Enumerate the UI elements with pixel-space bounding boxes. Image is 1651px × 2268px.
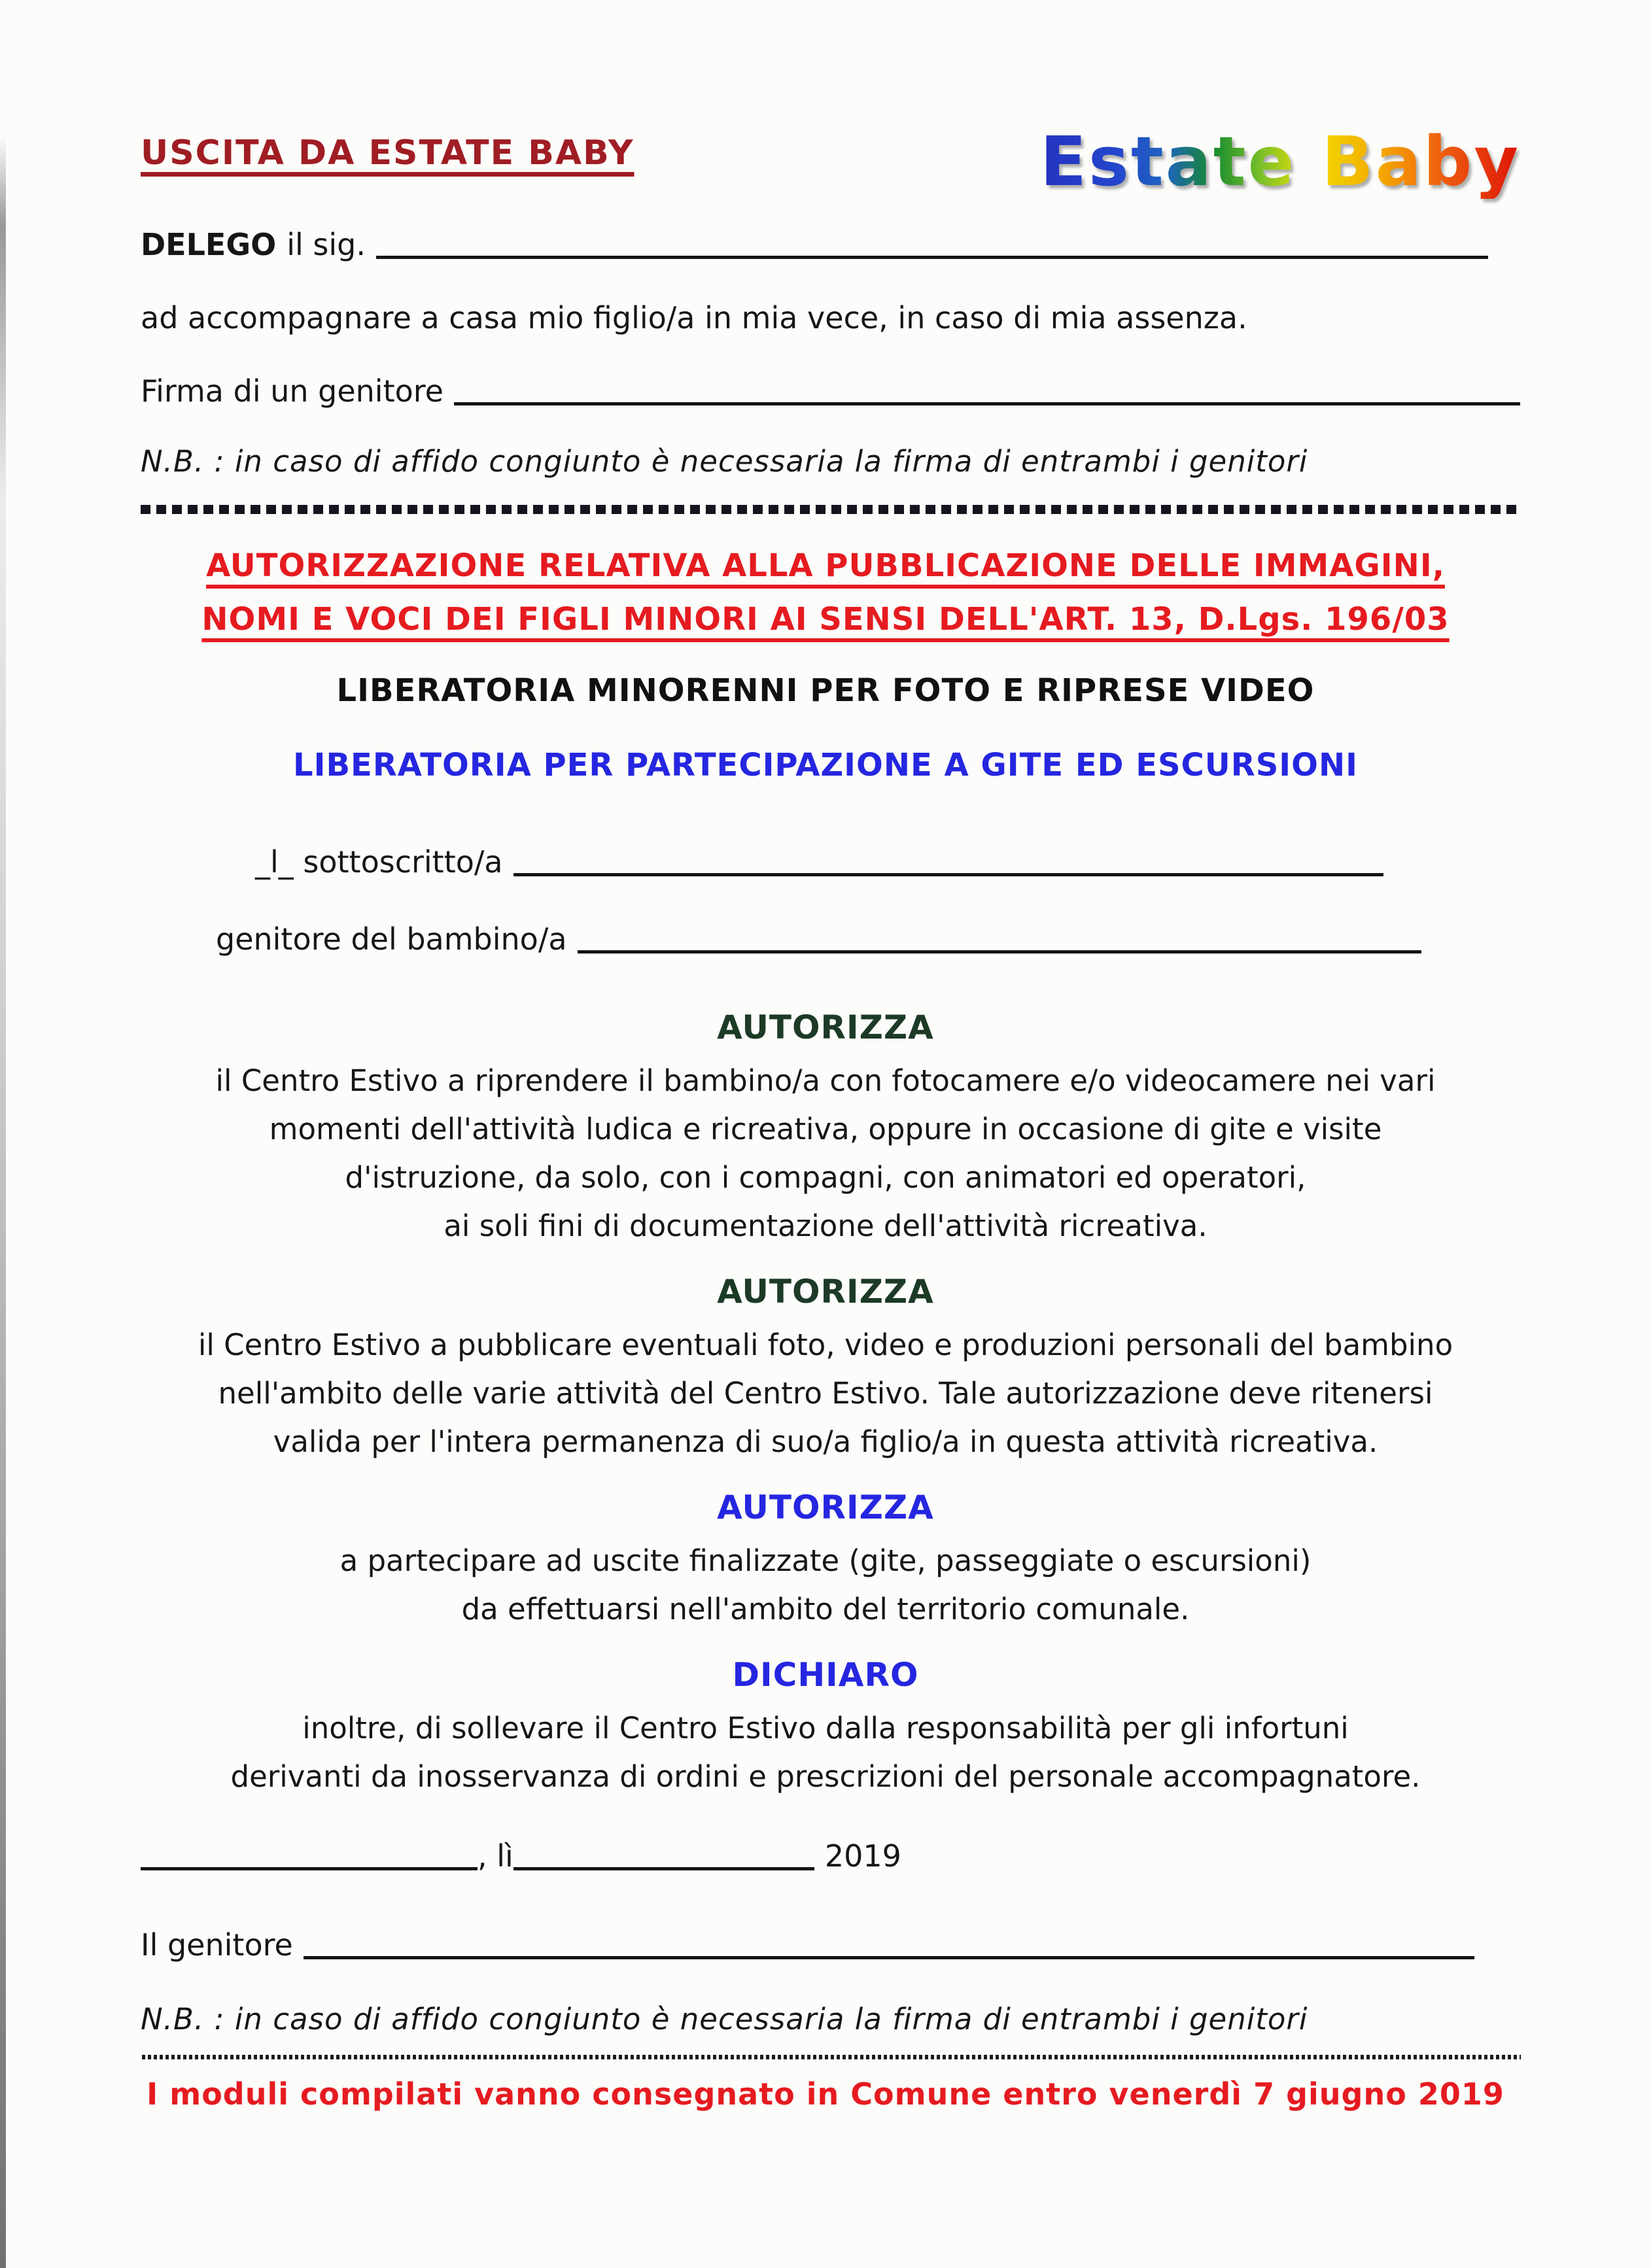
paragraph-line: il Centro Estivo a riprendere il bambino/a con fotocamere e/o videocamere nei vari bbox=[215, 1063, 1436, 1099]
paragraph-line: momenti dell'attività ludica e ricreativa, oppure in occasione di gite e visite bbox=[269, 1112, 1382, 1147]
date-line bbox=[141, 1836, 1520, 1876]
il-genitore-label: Il genitore bbox=[141, 1927, 293, 1963]
section-paragraph-1 bbox=[0, 1057, 1651, 1250]
page-title: USCITA DA ESTATE BABY bbox=[141, 133, 634, 173]
paragraph-line: da effettuarsi nell'ambito del territorio comunale. bbox=[461, 1592, 1190, 1627]
authorization-heading-line2: NOMI E VOCI DEI FIGLI MINORI AI SENSI DELL'ART. 13, D.Lgs. 196/03 bbox=[201, 601, 1450, 638]
paragraph-line: valida per l'intera permanenza di suo/a figlio/a in questa attività ricreativa. bbox=[273, 1424, 1378, 1460]
header-row bbox=[141, 124, 1520, 199]
paragraph-line: nell'ambito delle varie attività del Centro Estivo. Tale autorizzazione deve ritenersi bbox=[218, 1376, 1433, 1411]
delego-line bbox=[141, 225, 1520, 264]
section-paragraph-2 bbox=[0, 1321, 1651, 1466]
section-heading-autorizza-3: AUTORIZZA bbox=[717, 1488, 934, 1527]
parent-signature-label: Firma di un genitore bbox=[141, 373, 443, 409]
authorization-heading-line1: AUTORIZZAZIONE RELATIVA ALLA PUBBLICAZIONE DELLE IMMAGINI, bbox=[206, 547, 1445, 585]
nb-note-bottom: N.B. : in caso di affido congiunto è necessaria la firma di entrambi i genitori bbox=[141, 2002, 1308, 2037]
liberatoria-foto-heading: LIBERATORIA MINORENNI PER FOTO E RIPRESE VIDEO bbox=[336, 672, 1315, 710]
paragraph-line: d'istruzione, da solo, con i compagni, con animatori ed operatori, bbox=[345, 1160, 1306, 1195]
footer-notice: I moduli compilati vanno consegnato in Comune entro venerdì 7 giugno 2019 bbox=[147, 2076, 1504, 2112]
section-heading-autorizza-2: AUTORIZZA bbox=[717, 1273, 934, 1311]
paragraph-line: inoltre, di sollevare il Centro Estivo dalla responsabilità per gli infortuni bbox=[302, 1711, 1349, 1746]
date-blank bbox=[513, 1861, 814, 1870]
sottoscritto-label: _l_ sottoscritto/a bbox=[255, 844, 503, 880]
delego-label: DELEGO bbox=[141, 227, 277, 263]
section-heading-dichiaro: DICHIARO bbox=[732, 1656, 919, 1694]
genitore-bambino-line bbox=[216, 919, 1520, 959]
parent-signature-blank bbox=[454, 396, 1520, 405]
il-genitore-line bbox=[141, 1925, 1520, 1965]
sottoscritto-line bbox=[255, 842, 1520, 882]
year-label: 2019 bbox=[824, 1838, 901, 1874]
paragraph-line: ai soli fini di documentazione dell'attività ricreativa. bbox=[443, 1209, 1208, 1244]
nb-note-top: N.B. : in caso di affido congiunto è necessaria la firma di entrambi i genitori bbox=[141, 444, 1308, 479]
place-blank bbox=[141, 1861, 478, 1870]
paragraph-line: derivanti da inosservanza di ordini e prescrizioni del personale accompagnatore. bbox=[230, 1759, 1421, 1795]
paragraph-line: il Centro Estivo a pubblicare eventuali foto, video e produzioni personali del bambino bbox=[198, 1328, 1453, 1363]
estate-baby-logo: Estate Baby bbox=[1040, 122, 1520, 201]
li-label: , lì bbox=[478, 1838, 513, 1874]
child-name-blank bbox=[578, 944, 1421, 954]
sottoscritto-name-blank bbox=[513, 867, 1383, 876]
parent-signature-line bbox=[141, 371, 1520, 411]
genitore-bambino-label: genitore del bambino/a bbox=[216, 921, 567, 957]
accompany-text-line: ad accompagnare a casa mio figlio/a in mia vece, in caso di mia assenza. bbox=[141, 300, 1247, 336]
authorization-heading bbox=[0, 539, 1651, 646]
paragraph-line: a partecipare ad uscite finalizzate (gite, passeggiate o escursioni) bbox=[339, 1543, 1312, 1579]
section-heading-autorizza-1: AUTORIZZA bbox=[717, 1008, 934, 1047]
section-paragraph-4 bbox=[0, 1704, 1651, 1801]
delegate-name-blank bbox=[376, 249, 1488, 259]
liberatoria-gite-heading: LIBERATORIA PER PARTECIPAZIONE A GITE ED ESCURSIONI bbox=[293, 747, 1358, 784]
section-paragraph-3 bbox=[0, 1537, 1651, 1634]
dashed-separator bbox=[141, 505, 1518, 514]
delego-rest-label: il sig. bbox=[287, 227, 366, 263]
il-genitore-signature-blank bbox=[304, 1950, 1474, 1959]
dotted-separator bbox=[142, 2055, 1521, 2059]
